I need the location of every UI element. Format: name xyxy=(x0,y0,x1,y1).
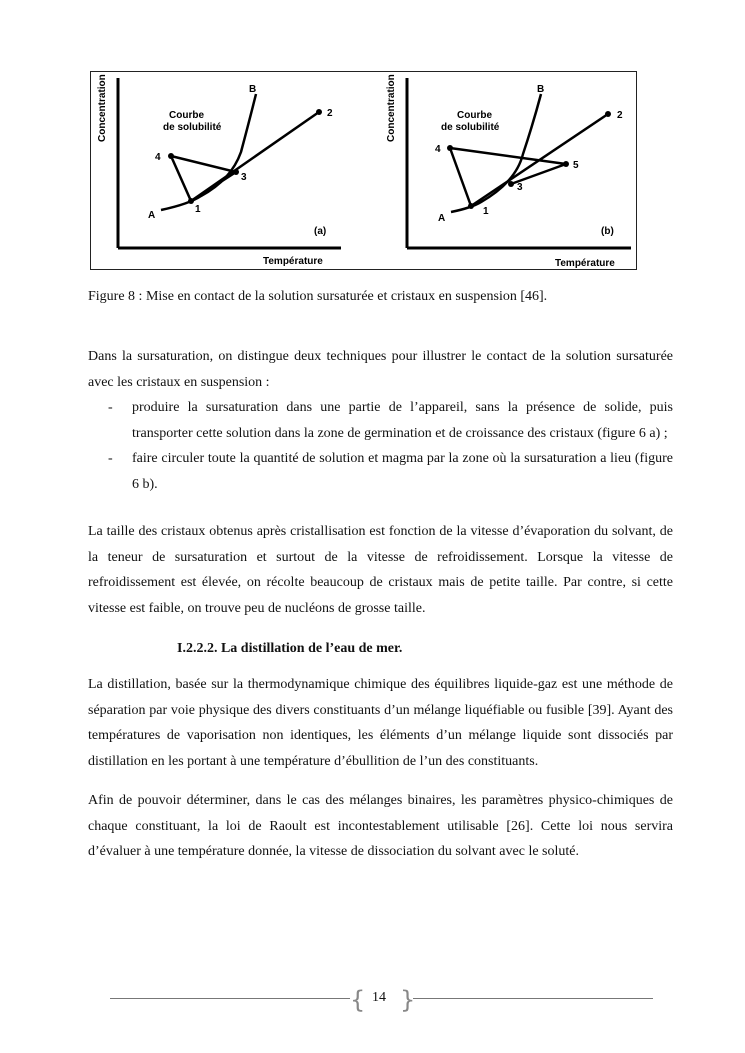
label-A-a: A xyxy=(148,210,156,221)
label-A-b: A xyxy=(438,213,446,224)
list-item xyxy=(108,395,673,446)
footer-rule-right xyxy=(413,998,653,999)
paragraph-2 xyxy=(88,519,673,621)
paragraph-1-text: Dans la sursaturation, on distingue deux techniques pour illustrer le contact de la solution sursaturée avec les cristaux en suspension : xyxy=(88,349,673,390)
ylabel-b: Concentration xyxy=(386,74,397,142)
panel-a xyxy=(97,74,341,267)
panel-tag-a: (a) xyxy=(314,226,327,237)
point-1-a xyxy=(188,198,194,204)
path-4-1-3-a xyxy=(171,156,236,201)
label-4-b: 4 xyxy=(435,144,441,155)
list-dash: - xyxy=(108,400,113,415)
page-number: 14 xyxy=(372,990,386,1005)
list-item-text: faire circuler toute la quantité de solution et magma par la zone où la sursaturation a lieu (figure 6 b). xyxy=(132,451,673,492)
footer-bracket-left: { xyxy=(350,986,366,1014)
point-3-a xyxy=(233,169,239,175)
curve-label-a-2: de solubilité xyxy=(163,122,222,133)
curve-label-b-1: Courbe xyxy=(457,110,492,121)
curve-label-a-1: Courbe xyxy=(169,110,204,121)
list-dash: - xyxy=(108,451,113,466)
path-4-1-b xyxy=(450,148,471,206)
point-3-b xyxy=(508,181,514,187)
point-4-a xyxy=(168,153,174,159)
xlabel-a: Température xyxy=(263,256,323,267)
technique-list xyxy=(108,395,673,497)
footer-rule-left xyxy=(110,998,350,999)
label-1-b: 1 xyxy=(483,206,489,217)
label-1-a: 1 xyxy=(195,204,201,215)
label-5-b: 5 xyxy=(573,160,579,171)
panel-b xyxy=(386,74,631,269)
paragraph-4 xyxy=(88,788,673,865)
footer-bracket-right: } xyxy=(400,986,416,1014)
paragraph-3-text: La distillation, basée sur la thermodynamique chimique des équilibres liquide-gaz est une méthode de séparation par voie physique des divers constituants d’un mélange liquéfiable ou fusible [39]. Ayant des températures de vaporisation non identiques, les éléments d’un mélange liquide sont dissociés par distillation en les portant à une température d’ébullition de l’un des constituants. xyxy=(88,677,673,769)
label-4-a: 4 xyxy=(155,152,161,163)
ylabel-a: Concentration xyxy=(97,74,108,142)
figure-caption: Figure 8 : Mise en contact de la solution sursaturée et cristaux en suspension [46]. xyxy=(88,289,548,304)
label-B-b: B xyxy=(537,84,545,95)
figure-8 xyxy=(90,71,637,270)
list-item-text: produire la sursaturation dans une partie de l’appareil, sans la présence de solide, puis transporter cette solution dans la zone de germination et de croissance des cristaux (figure 6 a) ; xyxy=(132,400,673,441)
paragraph-4-text: Afin de pouvoir déterminer, dans le cas des mélanges binaires, les paramètres physico-chimiques de chaque constituant, la loi de Raoult est incontestablement utilisable [26]. Cette loi nous servira d’évaluer à une température donnée, la vitesse de dissociation du solvant avec le soluté. xyxy=(88,793,673,859)
panel-tag-b: (b) xyxy=(601,226,614,237)
figure-diagram xyxy=(91,72,638,271)
xlabel-b: Température xyxy=(555,258,615,269)
label-B-a: B xyxy=(249,84,257,95)
section-heading: I.2.2.2. La distillation de l’eau de mer. xyxy=(177,641,403,656)
label-2-a: 2 xyxy=(327,108,333,119)
label-3-b: 3 xyxy=(517,182,523,193)
curve-label-b-2: de solubilité xyxy=(441,122,500,133)
point-2-a xyxy=(316,109,322,115)
point-1-b xyxy=(468,203,474,209)
point-4-b xyxy=(447,145,453,151)
label-2-b: 2 xyxy=(617,110,623,121)
paragraph-3 xyxy=(88,672,673,774)
point-2-b xyxy=(605,111,611,117)
point-5-b xyxy=(563,161,569,167)
paragraph-1 xyxy=(88,344,673,395)
list-item xyxy=(108,446,673,497)
paragraph-2-text: La taille des cristaux obtenus après cristallisation est fonction de la vitesse d’évaporation du solvant, de la teneur de sursaturation et surtout de la vitesse de refroidissement. Lorsque la vitesse de refroidissement est élevée, on récolte beaucoup de cristaux mais de petite taille. Par contre, si cette vitesse est faible, on trouve peu de nucléons de grosse taille. xyxy=(88,524,673,616)
label-3-a: 3 xyxy=(241,172,247,183)
